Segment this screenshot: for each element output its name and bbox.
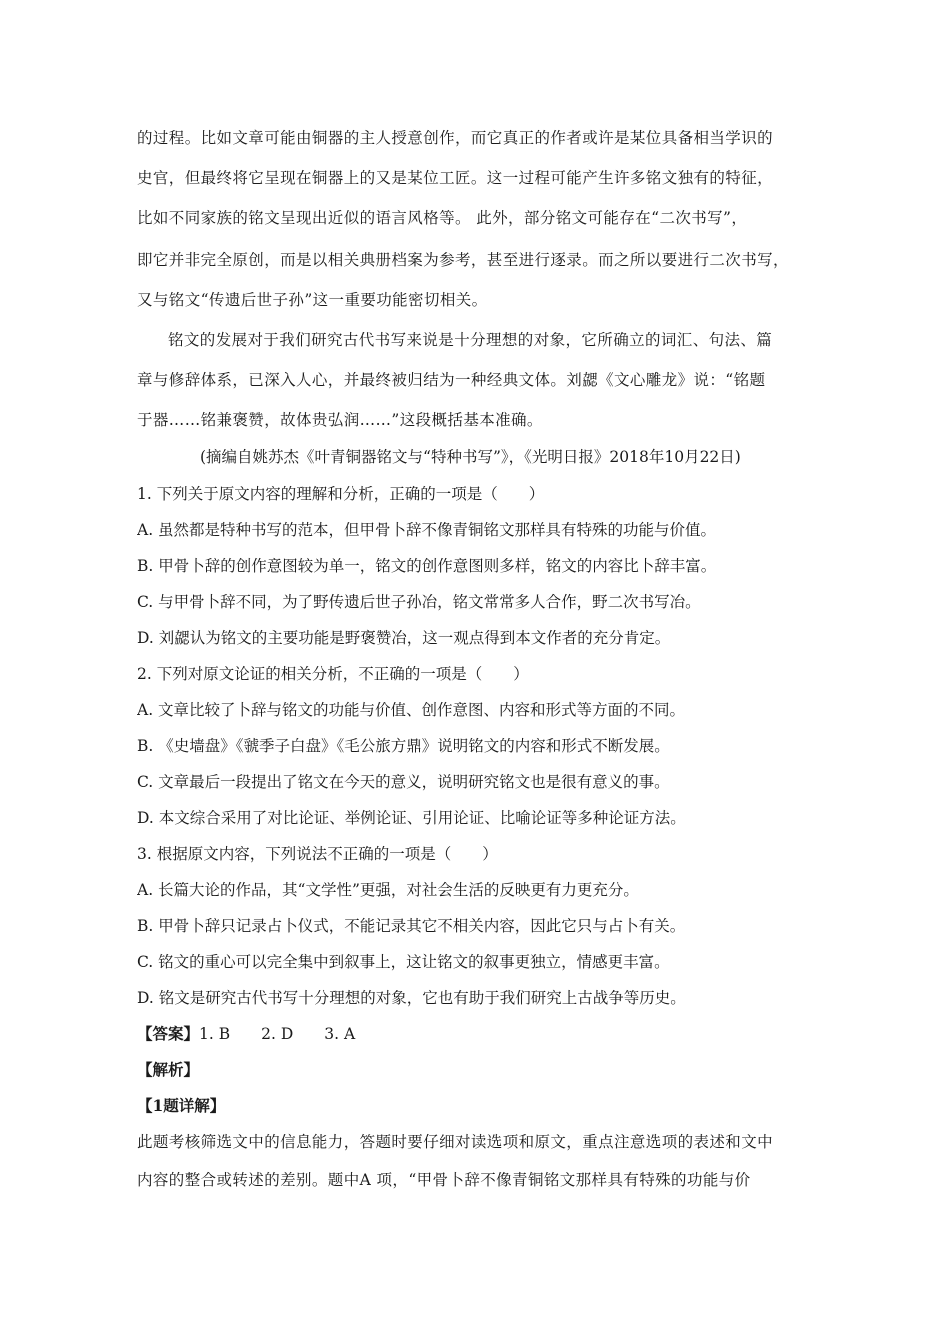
question-2-option-c: C. 文章最后一段提出了铭文在今天的意义，说明研究铭文也是很有意义的事。 (137, 773, 670, 791)
analysis-label: 【解析】 (137, 1060, 200, 1079)
question-1-option-c: C. 与甲骨卜辞不同，为了野传遗后世子孙冶，铭文常常多人合作，野二次书写冶。 (137, 593, 701, 611)
question-3-option-c: C. 铭文的重心可以完全集中到叙事上，这让铭文的叙事更独立，情感更丰富。 (137, 953, 670, 971)
question-1-option-b: B. 甲骨卜辞的创作意图较为单一，铭文的创作意图则多样，铭文的内容比卜辞丰富。 (137, 557, 717, 575)
question-1-option-a: A. 虽然都是特种书写的范本，但甲骨卜辞不像青铜铭文那样具有特殊的功能与价值。 (137, 521, 717, 539)
paragraph1-line-4: 即它并非完全原创，而是以相关典册档案为参考，甚至进行逐录。而之所以要进行二次书写， (137, 251, 789, 269)
answer-text: 1. B 2. D 3. A (199, 1025, 356, 1043)
paragraph1-line-5: 又与铭文“传遗后世子孙”这一重要功能密切相关。 (137, 291, 488, 309)
question-3-option-b: B. 甲骨卜辞只记录占卜仪式，不能记录其它不相关内容，因此它只与占卜有关。 (137, 917, 686, 935)
question-3-stem: 3. 根据原文内容，下列说法不正确的一项是（ ） (137, 845, 498, 863)
answer-line (137, 1024, 827, 1044)
paragraph1-line-2: 史官，但最终将它呈现在铜器上的又是某位工匠。这一过程可能产生许多铭文独有的特征， (137, 169, 774, 187)
paragraph2-line-3: 于器……铭兼褒赞，故体贵弘润……”这段概括基本准确。 (137, 411, 543, 429)
question-1-option-d: D. 刘勰认为铭文的主要功能是野褒赞冶，这一观点得到本文作者的充分肯定。 (137, 629, 671, 647)
question-2-option-d: D. 本文综合采用了对比论证、举例论证、引用论证、比喻论证等多种论证方法。 (137, 809, 686, 827)
question-3-option-a: A. 长篇大论的作品，其“文学性”更强，对社会生活的反映更有力更充分。 (137, 881, 639, 899)
detail-label: 【1题详解】 (137, 1096, 226, 1115)
question-2-stem: 2. 下列对原文论证的相关分析，不正确的一项是（ ） (137, 665, 529, 683)
answer-label: 【答案】 (137, 1024, 200, 1043)
paragraph1-line-1: 的过程。比如文章可能由铜器的主人授意创作，而它真正的作者或许是某位具备相当学识的 (137, 129, 774, 147)
source-citation: (摘编自姚苏杰《叶青铜器铭文与“特种书写”》，《光明日报》2018年10月22日) (200, 448, 741, 466)
question-1-stem: 1. 下列关于原文内容的理解和分析，正确的一项是（ ） (137, 485, 545, 503)
explanation-line-2: 内容的整合或转述的差别。题中A 项，“甲骨卜辞不像青铜铭文那样具有特殊的功能与价 (137, 1171, 751, 1189)
question-2-option-b: B. 《史墙盘》《虢季子白盘》《毛公旅方鼎》说明铭文的内容和形式不断发展。 (137, 737, 670, 755)
explanation-line-1: 此题考核筛选文中的信息能力，答题时要仔细对读选项和原文，重点注意选项的表述和文中 (137, 1133, 774, 1151)
paragraph2-line-2: 章与修辞体系，已深入人心，并最终被归结为一种经典文体。刘勰《文心雕龙》说：“铭题 (137, 371, 766, 389)
question-3-option-d: D. 铭文是研究古代书写十分理想的对象，它也有助于我们研究上古战争等历史。 (137, 989, 686, 1007)
question-2-option-a: A. 文章比较了卜辞与铭文的功能与价值、创作意图、内容和形式等方面的不同。 (137, 701, 686, 719)
paragraph2-line-1: 铭文的发展对于我们研究古代书写来说是十分理想的对象，它所确立的词汇、句法、篇 (168, 331, 773, 349)
paragraph1-line-3: 比如不同家族的铭文呈现出近似的语言风格等。 此外，部分铭文可能存在“二次书写”， (137, 209, 748, 227)
